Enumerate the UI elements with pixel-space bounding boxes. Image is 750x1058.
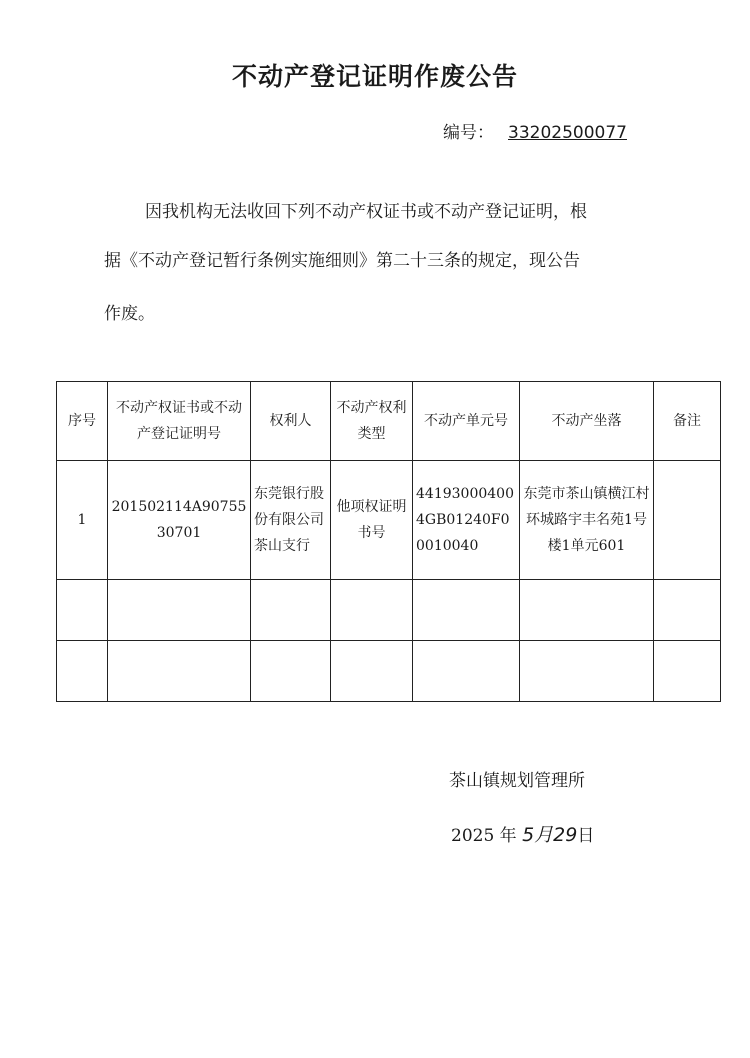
table-row [57, 641, 721, 702]
cell-remark [654, 461, 721, 580]
header-remark: 备注 [654, 382, 721, 461]
body-line-1: 因我机构无法收回下列不动产权证书或不动产登记证明，根 [145, 202, 587, 222]
cell-unit-no: 441930004004GB01240F00010040 [413, 461, 520, 580]
cell-right-type: 他项权证明书号 [331, 461, 413, 580]
header-cert-no: 不动产权证书或不动产登记证明号 [108, 382, 251, 461]
issue-date [451, 820, 594, 847]
empty-cell [331, 580, 413, 641]
empty-cell [108, 580, 251, 641]
header-unit-no: 不动产单元号 [413, 382, 520, 461]
empty-cell [520, 641, 654, 702]
header-holder: 权利人 [251, 382, 331, 461]
issuing-organization: 茶山镇规划管理所 [449, 771, 585, 791]
header-right-type: 不动产权利类型 [331, 382, 413, 461]
empty-cell [654, 580, 721, 641]
empty-cell [108, 641, 251, 702]
empty-cell [57, 580, 108, 641]
body-line-2: 据《不动产登记暂行条例实施细则》第二十三条的规定，现公告 [104, 251, 580, 271]
table-row [57, 580, 721, 641]
empty-cell [520, 580, 654, 641]
document-number [443, 118, 627, 143]
empty-cell [654, 641, 721, 702]
notice-title: 不动产登记证明作废公告 [231, 62, 518, 91]
empty-cell [413, 580, 520, 641]
cell-cert-no: 201502114A9075530701 [108, 461, 251, 580]
empty-cell [331, 641, 413, 702]
table-row [57, 461, 721, 580]
empty-cell [57, 641, 108, 702]
certificate-table [56, 381, 721, 702]
date-month-day-handwritten: 5月29 [522, 824, 578, 846]
empty-cell [413, 641, 520, 702]
table-header-row [57, 382, 721, 461]
date-year: 2025 [451, 826, 495, 846]
empty-cell [251, 580, 331, 641]
document-number-label: 编号： [443, 123, 494, 143]
header-location: 不动产坐落 [520, 382, 654, 461]
cell-holder: 东莞银行股份有限公司茶山支行 [251, 461, 331, 580]
header-seq: 序号 [57, 382, 108, 461]
date-day-char: 日 [577, 826, 595, 846]
cell-seq: 1 [57, 461, 108, 580]
cell-location: 东莞市茶山镇横江村环城路宇丰名苑1号楼1单元601 [520, 461, 654, 580]
empty-cell [251, 641, 331, 702]
body-line-3: 作废。 [104, 304, 155, 324]
date-year-char: 年 [499, 826, 517, 846]
document-number-value: 33202500077 [508, 123, 627, 143]
